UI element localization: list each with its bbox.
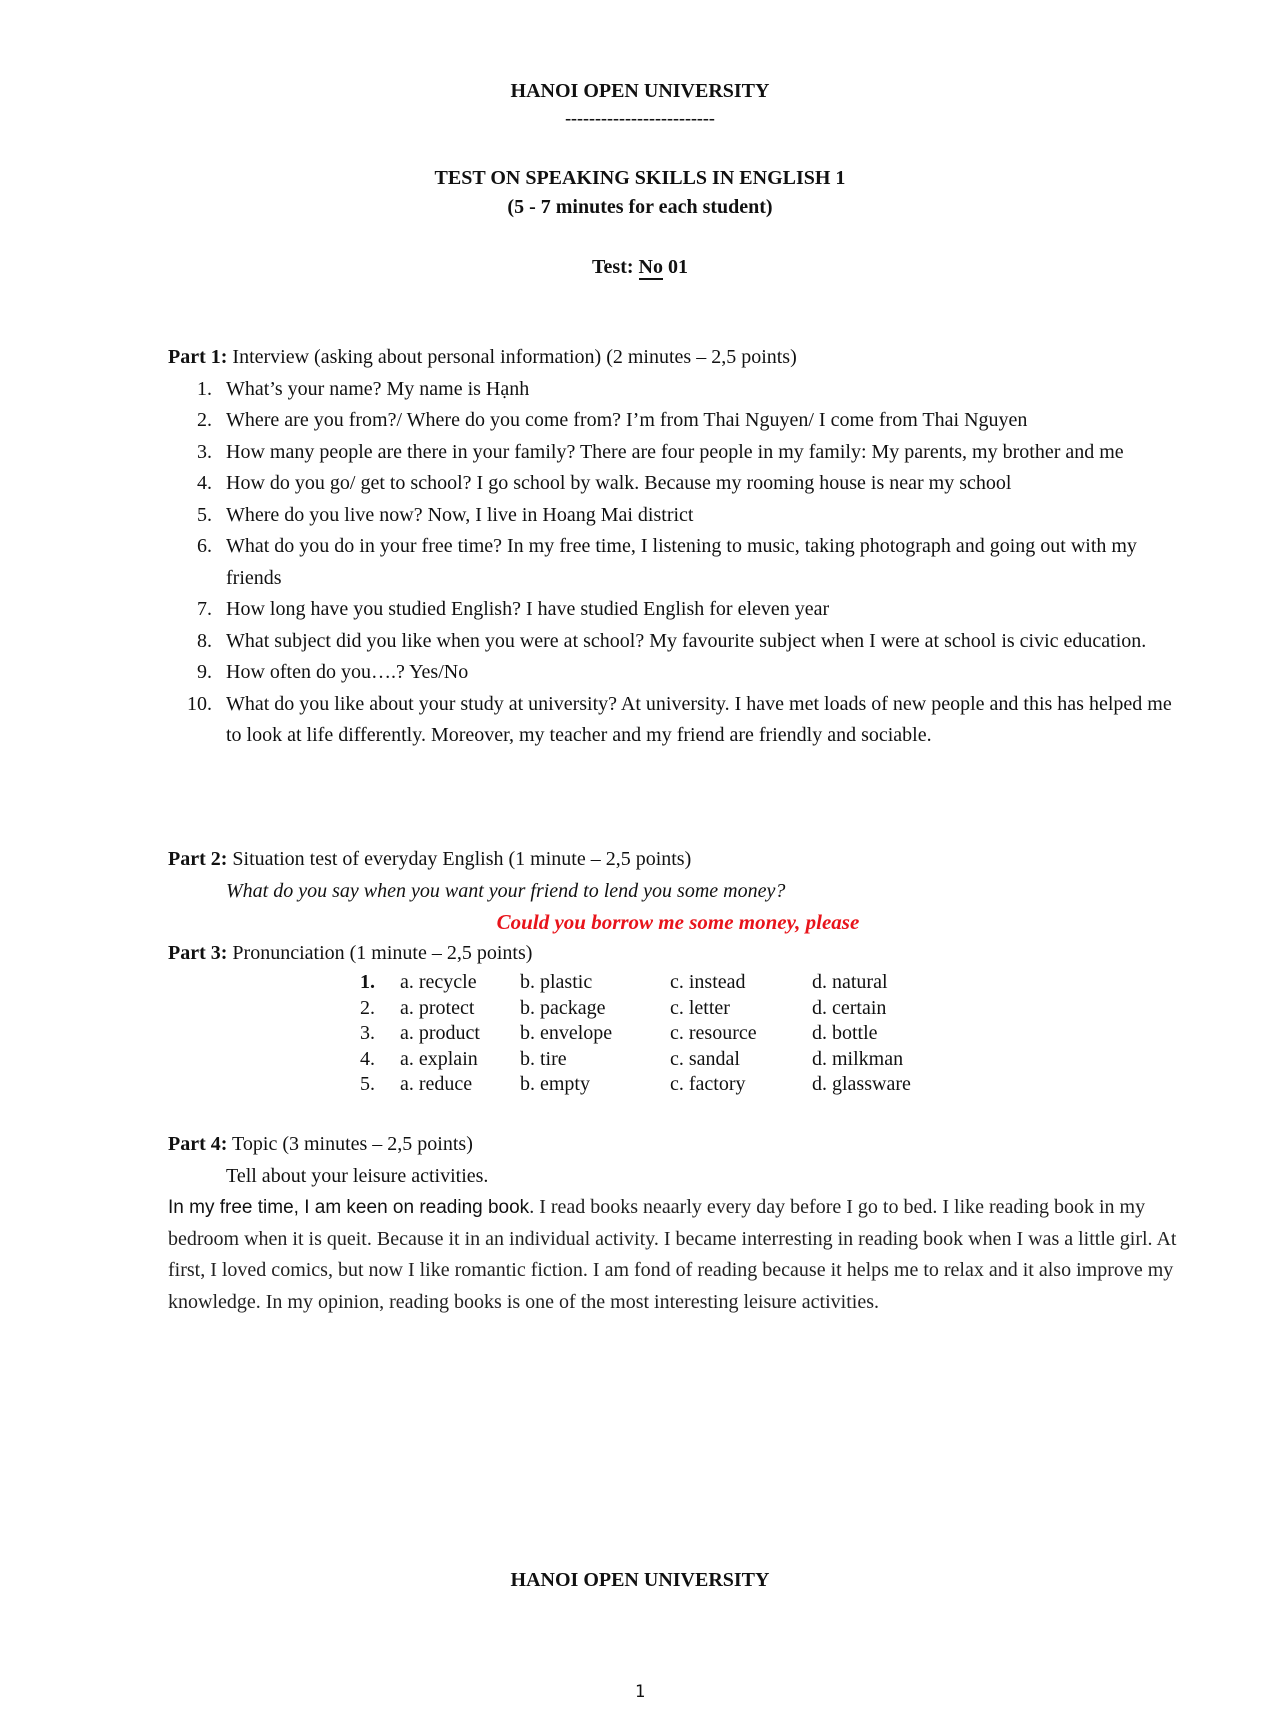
university-title: HANOI OPEN UNIVERSITY — [510, 80, 770, 102]
question-number: 3. — [197, 440, 212, 463]
part3-heading — [168, 938, 1188, 970]
option-b: b. envelope — [520, 1022, 613, 1044]
option-c: c. sandal — [670, 1047, 740, 1070]
part2-section — [168, 844, 1188, 939]
row-number: 1. — [360, 971, 375, 993]
part1-heading — [168, 342, 1188, 374]
part2-question: What do you say when you want your friend to lend you some money? — [226, 879, 786, 902]
question-number: 2. — [197, 409, 212, 431]
list-item — [168, 657, 1188, 689]
option-a: a. recycle — [400, 971, 477, 993]
question-text: What do you do in your free time? In my free time, I listening to music, taking photograph and going out with my friends — [226, 535, 1137, 589]
option-c: c. resource — [670, 1022, 757, 1044]
question-number: 10. — [187, 692, 212, 715]
row-number: 2. — [360, 996, 375, 1019]
header-divider: ------------------------- — [565, 108, 715, 128]
option-a: a. protect — [400, 996, 475, 1019]
row-number: 5. — [360, 1073, 375, 1095]
part2-heading — [168, 844, 1188, 876]
part4-section — [168, 1129, 1188, 1192]
option-b: b. tire — [520, 1047, 567, 1070]
test-number-no: No — [638, 256, 663, 278]
option-a: a. product — [400, 1022, 480, 1044]
answer-lead-text: In my free time, I am keen on reading book — [168, 1197, 530, 1218]
question-text: What’s your name? My name is Hạnh — [226, 377, 530, 400]
option-d: d. milkman — [812, 1047, 904, 1070]
test-number-value: 01 — [662, 256, 688, 278]
part4-prompt: Tell about your leisure activities. — [226, 1164, 489, 1187]
question-number: 1. — [197, 377, 212, 400]
question-text: What subject did you like when you were at school? My favourite subject when I were at school is civic education. — [226, 629, 1147, 652]
option-a: a. explain — [400, 1047, 478, 1070]
option-c: c. instead — [670, 971, 746, 993]
question-number: 9. — [197, 661, 212, 683]
option-d: d. certain — [812, 996, 887, 1019]
question-text: How do you go/ get to school? I go school by walk. Because my rooming house is near my school — [226, 472, 1012, 494]
question-text: How long have you studied English? I have studied English for eleven year — [226, 598, 830, 620]
part2-description: Situation test of everyday English (1 minute – 2,5 points) — [227, 848, 692, 870]
question-number: 8. — [197, 629, 212, 652]
part4-heading — [168, 1129, 1188, 1161]
test-number — [0, 255, 1280, 279]
row-number: 3. — [360, 1022, 375, 1044]
part3-label: Part 3: — [168, 942, 228, 964]
part2-label: Part 2: — [168, 848, 228, 870]
list-item — [168, 468, 1188, 500]
part1-label: Part 1: — [168, 346, 228, 368]
question-text: How often do you….? Yes/No — [226, 661, 469, 683]
list-item — [168, 500, 1188, 532]
question-number: 5. — [197, 503, 212, 526]
part1-section — [168, 342, 1188, 752]
footer-university-title: HANOI OPEN UNIVERSITY — [510, 1569, 770, 1591]
list-item — [168, 689, 1188, 752]
page-number: 1 — [634, 1682, 646, 1702]
option-b: b. empty — [520, 1073, 590, 1095]
table-row — [360, 1047, 942, 1073]
option-b: b. package — [520, 996, 606, 1019]
test-number-prefix: Test: — [592, 256, 639, 278]
table-row — [360, 1021, 942, 1047]
question-number: 6. — [197, 535, 212, 557]
list-item — [168, 437, 1188, 469]
list-item — [168, 626, 1188, 658]
option-c: c. factory — [670, 1073, 746, 1095]
pronunciation-table — [360, 970, 942, 1098]
question-number: 7. — [197, 598, 212, 620]
part4-answer-paragraph — [168, 1192, 1188, 1318]
question-text: Where are you from?/ Where do you come from? I’m from Thai Nguyen/ I come from Thai Nguyen — [226, 409, 1028, 431]
row-number: 4. — [360, 1047, 375, 1070]
test-duration: (5 - 7 minutes for each student) — [507, 196, 773, 218]
question-text: How many people are there in your family? There are four people in my family: My parents, my brother and me — [226, 440, 1124, 463]
test-title: TEST ON SPEAKING SKILLS IN ENGLISH 1 — [434, 167, 846, 189]
option-d: d. natural — [812, 971, 888, 993]
option-c: c. letter — [670, 996, 730, 1019]
question-text: Where do you live now? Now, I live in Hoang Mai district — [226, 503, 694, 526]
table-row — [360, 970, 942, 996]
option-d: d. bottle — [812, 1022, 878, 1044]
question-number: 4. — [197, 472, 212, 494]
part4-description: Topic (3 minutes – 2,5 points) — [227, 1133, 473, 1155]
list-item — [168, 405, 1188, 437]
question-text: What do you like about your study at university? At university. I have met loads of new people and this has helped me to look at life differently. Moreover, my teacher and my friend are friendly and sociable. — [226, 692, 1172, 746]
option-d: d. glassware — [812, 1073, 911, 1095]
table-row — [360, 996, 942, 1022]
answer-rest-text: . I read books neaarly every day before I go to bed. I like reading book in my bedroom when it is queit. Because it in an individual activity. I became interresting in reading book when I was a little girl. At first, I loved comics, but now I like romantic fiction. I am fond of reading because it helps me to relax and it also improve my knowledge. In my opinion, reading books is one of the most interesting leisure activities. — [168, 1196, 1177, 1313]
part1-description: Interview (asking about personal information) (2 minutes – 2,5 points) — [227, 346, 797, 368]
part3-description: Pronunciation (1 minute – 2,5 points) — [227, 942, 533, 964]
part4-label: Part 4: — [168, 1133, 228, 1155]
option-b: b. plastic — [520, 971, 593, 993]
option-a: a. reduce — [400, 1073, 473, 1095]
list-item — [168, 531, 1188, 594]
table-row — [360, 1072, 942, 1098]
list-item — [168, 594, 1188, 626]
list-item — [168, 374, 1188, 406]
part2-answer: Could you borrow me some money, please — [496, 910, 860, 934]
part1-question-list — [168, 374, 1188, 752]
